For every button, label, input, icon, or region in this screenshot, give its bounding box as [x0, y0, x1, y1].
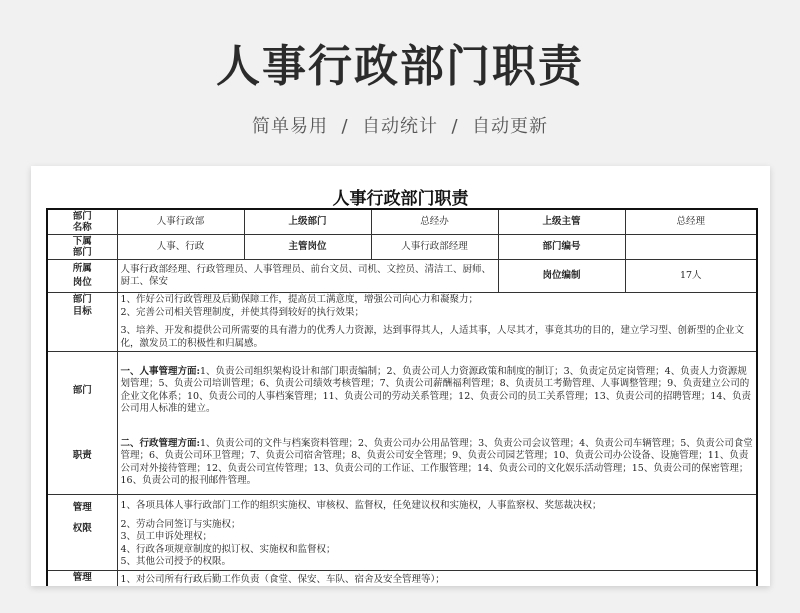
duties-table	[46, 208, 758, 586]
post-value: 人事行政部经理	[371, 235, 498, 260]
hero-subtitle: 简单易用 / 自动统计 / 自动更新	[252, 116, 548, 137]
table-row	[47, 293, 757, 352]
table-row	[47, 260, 757, 293]
goal-item: 1、作好公司行政管理及后勤保障工作，提高员工满意度，增强公司向心力和凝聚力；	[120, 294, 479, 305]
goal-item: 2、完善公司相关管理制度，并使其得到较好的执行效果；	[120, 306, 365, 318]
table-row	[47, 235, 757, 260]
table-row	[47, 352, 757, 495]
hr-duties-text: 1、负责公司组织架构设计和部门职责编制；2、负责公司人力资源政策和制度的制订；3、负责定员定岗管理；4、负责人力资源规划管理；5、负责公司培训管理；6、负责公司绩效考核管理；7、负责公司薪酬福利管理；8、负责员工考勤管理、人事调整管理；9、负责建立公司的企业文化体系；10、负责公司的人事档案管理；11、负责公司的劳动关系管理；12、负责公司的员工关系管理；13、负责公司的招聘管理；14、负责公司用人标准的建立。	[120, 365, 751, 414]
authority-label	[47, 495, 117, 571]
hero-title: 人事行政部门职责	[216, 41, 584, 92]
hr-duties-heading: 一、人事管理方面:	[120, 365, 201, 377]
admin-duties-heading: 二、行政管理方面:	[120, 437, 201, 449]
dept-code-value	[625, 235, 757, 260]
authority-label-bottom: 权限	[72, 522, 92, 534]
authority-item: 1、各项具体人事行政部门工作的组织实施权、审核权、监督权，任免建议权和实施权，人事监察权、奖惩裁决权；	[120, 500, 602, 511]
goals-label: 部门 目标	[47, 293, 117, 352]
superior-head-value: 总经理	[625, 209, 757, 235]
table-row	[47, 209, 757, 235]
duties-content	[117, 352, 757, 495]
authority-item: 5、其他公司授予的权限。	[120, 556, 232, 567]
superior-dept-value: 总经办	[371, 209, 498, 235]
dept-code-label: 部门编号	[498, 235, 625, 260]
admin-duties-text: 1、负责公司的文件与档案资料管理；2、负责公司办公用品管理；3、负责公司会议管理；4、负责公司车辆管理；5、负责公司食堂管理；6、负责公司环卫管理；7、负责公司宿舍管理；8、负责公司安全管理；9、负责公司园艺管理；10、负责公司办公设备、设施管理；11、负责公司对外接待管理；12、负责公司宣传管理；13、负责公司的工作证、工作服管理；14、负责公司的文化娱乐活动管理；15、负责公司的保密管理；16、负责公司的报刊邮件管理。	[120, 437, 753, 486]
goals-list	[117, 293, 757, 352]
hr-duties	[121, 366, 754, 416]
document-sheet	[31, 166, 770, 586]
positions-label: 所属 岗位	[47, 260, 117, 293]
positions-value: 人事行政部经理、行政管理员、人事管理员、前台文员、司机、文控员、清洁工、厨师、厨工、保安	[117, 260, 498, 293]
authority-list	[117, 495, 757, 571]
superior-dept-label: 上级部门	[244, 209, 371, 235]
post-label: 主管岗位	[244, 235, 371, 260]
sub-dept-value: 人事、行政	[117, 235, 244, 260]
authority-label-top: 管理	[72, 502, 92, 513]
duties-label-bottom: 职责	[72, 449, 92, 461]
headcount-value: 17人	[625, 260, 757, 293]
sub-dept-label: 下属 部门	[47, 235, 117, 260]
admin-duties	[121, 438, 754, 488]
superior-head-label: 上级主管	[498, 209, 625, 235]
table-row	[47, 495, 757, 571]
authority-item: 3、员工申诉处理权；	[120, 531, 213, 542]
duties-label-top: 部门	[72, 385, 92, 396]
responsibility-label: 管理	[47, 570, 117, 586]
authority-item: 2、劳动合同签订与实施权；	[120, 518, 241, 530]
duties-label	[47, 352, 117, 495]
dept-name-value: 人事行政部	[117, 209, 244, 235]
goal-item: 3、培养、开发和提供公司所需要的具有潜力的优秀人力资源，达到事得其人，人适其事，人尽其才，事竟其功的目的，建立学习型、创新型的企业文化，激发员工的积极性和归属感。	[120, 325, 745, 349]
authority-item: 4、行政各项规章制度的拟订权、实施权和监督权；	[120, 543, 336, 555]
headcount-label: 岗位编制	[498, 260, 625, 293]
table-row	[47, 570, 757, 586]
responsibility-item: 1、对公司所有行政后勤工作负责（食堂、保安、车队、宿舍及安全管理等）；	[117, 570, 757, 586]
document-title: 人事行政部门职责	[332, 189, 469, 209]
dept-name-label: 部门 名称	[47, 209, 117, 235]
